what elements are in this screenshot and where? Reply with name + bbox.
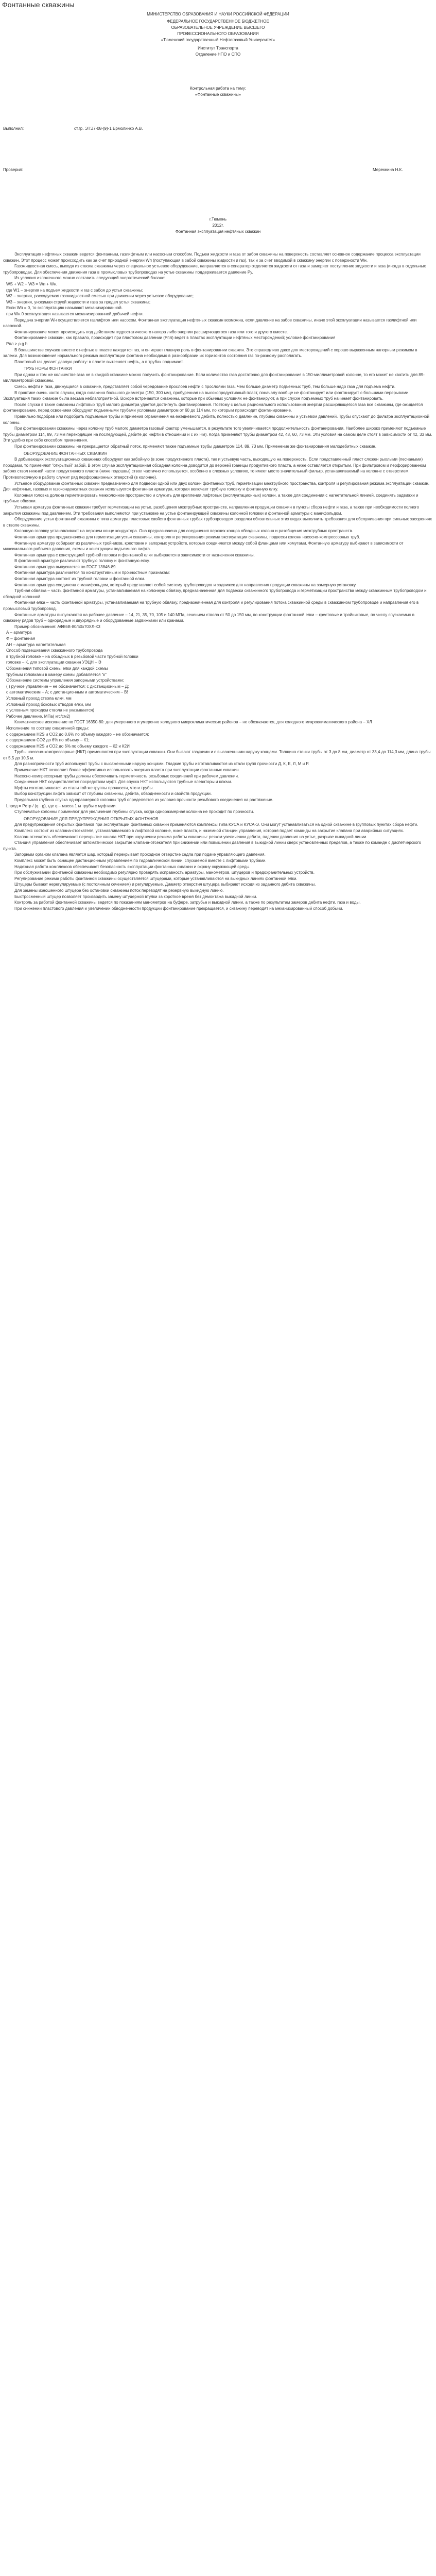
body-paragraph: Условный проход боковых отводов елки, мм — [6, 702, 91, 707]
body-paragraph: Для предупреждения открытых фонтанов при эксплуатации фонтанных скважин применяются комплексы типа КУСА и КУСА-Э. Они могут устанавливаться на одной скважине в групповых пунктах сбора нефти. — [14, 822, 418, 827]
body-paragraph: Оборудование устья фонтанной скважины с типа арматура пластовых свойств фонтанных трубах трубопроводом разделки обязательных этих видах выполнить требования для обслуживания при сильных засорениях в стволе скважины. — [3, 517, 432, 528]
body-paragraph: Фонтанные арматуры выпускаются на рабочее давление – 14, 21, 35, 70, 105 и 140 МПа, сечением ствола от 50 до 150 мм, по конструкции фонтанной елки – крестовые и тройниковые, по числу спускаемых в скважину рядов труб – однорядные и двухрядные и оборудованные задвижками или кранами. — [3, 612, 415, 623]
work-topic: «Фонтанные скважины» — [195, 92, 241, 97]
checked-value: Мерекнина Н.К. — [373, 167, 403, 172]
body-paragraph: После спуска в такие скважины лифтовых труб малого диаметра удается достигнуть фонтанирования. Поэтому с целью рационального использования энергии расширяющегося газа все скважины, где ожидается фонтанирование, перед освоением оборудуют подъемными трубами условным диаметром от 60 до 114 мм, по которым происходит фонтанирование. — [3, 402, 423, 413]
body-paragraph: с содержанием CO2 до 6% по объему – К1; — [6, 738, 90, 743]
body-paragraph: В фонтанной арматуре различают трубную головку и фонтанную елку. — [14, 558, 150, 564]
body-paragraph: Запорным органом клапана является шар, который перекрывает проходное отверстие седла при подаче управляющего давления. — [14, 852, 266, 857]
body-paragraph: Если Wп = 0, то эксплуатацию называют механизированной. — [6, 306, 123, 311]
body-paragraph: Трубы насосно-компрессорные (НКТ) применяются при эксплуатации скважин. Они бывают гладкими и с высаженными наружу концами. Толщина стенки трубы от 3 до 8 мм, диаметр от 33,4 до 114,3 мм, длина трубы от 5,5 до 10,5 м. — [3, 750, 431, 760]
department-name: Отделение НПО и СПО — [195, 52, 241, 57]
body-paragraph: Обозначение системы управления запорными устройствами: — [6, 678, 124, 683]
body-paragraph: Надежная работа комплексов обеспечивает безопасность эксплуатации фонтанных скважин и охрану окружающей среды. — [14, 864, 251, 869]
body-paragraph: Быстросменный штуцер позволяет производить замену штуцерной втулки за короткое время без демонтажа выкидной линии. — [14, 894, 257, 899]
body-paragraph: Пример обозначения: АФК6В-80/50х70ХЛ-К3 — [14, 624, 100, 629]
body-paragraph: Станция управления обеспечивает автоматическое закрытие клапана-отсекателя при снижении или повышении давления в выкидной линии сверх установленных пределов, а также по команде с диспетчерского пункта. — [3, 840, 422, 851]
institution-line-1: ФЕДЕРАЛЬНОЕ ГОСУДАРСТВЕННОЕ БЮДЖЕТНОЕ — [167, 19, 269, 24]
body-paragraph: Фонтанная арматура с конструкцией трубной головки и фонтанной елки выбирается в зависимости от назначения скважины. — [14, 552, 255, 557]
body-paragraph: Соединение НКТ осуществляется посредством муфт. Для спуска НКТ используются трубные элеваторы и ключи. — [14, 779, 232, 785]
body-paragraph: Ступенчатые колонны применяют для увеличения глубины спуска, когда одноразмерная колонна не проходит по прочности. — [14, 809, 254, 815]
body-paragraph: Условный проход ствола елки, мм — [6, 696, 72, 701]
city: г.Тюмень — [209, 217, 227, 222]
body-paragraph: Колонную головку устанавливают на верхнем конце кондуктора. Она предназначена для соединения верхних концов обсадных колонн и разобщения межтрубных пространств. — [14, 529, 353, 534]
body-paragraph: Фонтанная арматура соединена с манифольдом, который представляет собой систему трубопроводов и задвижек для направления продукции скважины на замерную установку. — [14, 582, 357, 587]
body-paragraph: Контроль за работой фонтанной скважины ведется по показаниям манометров на буфере, затрубье и выкидной линии, а также по результатам замеров дебита нефти, газа и воды. — [14, 900, 361, 905]
body-paragraph: Смесь нефти и газа, движущаяся в скважине, представляет собой чередование прослоев нефти с прослоями газа. Чем больше диаметр подъемных труб, тем больше надо газа для подъема нефти. — [14, 384, 396, 389]
checked-label: Проверил: — [3, 167, 24, 172]
body-paragraph: Регулирование режима работы фонтанной скважины осуществляется штуцерами, которые устанавливаются на выкидных линиях фонтанной елки. — [14, 876, 298, 881]
body-paragraph: При фонтанировании скважины через колонну труб малого диаметра газовый фактор уменьшается, в результате того увеличивается продолжительность фонтанирования. Наиболее широко применяют подъемные трубы диаметром 114, 89, 73 мм переходящие на последующей, дебите до нефти в отношении и с их Нм). Когда применяют трубы диаметром 42, 48, 60, 73 мм. Эти условия на самом деле стоят в зависимости от 42, 33 мм. Эти удобно при себе способом применения. — [3, 426, 432, 443]
body-paragraph: Для равнопрочности труб используют трубы с высаженными наружу концами. Гладкие трубы изготавливаются из стали групп прочности Д, К, Е, Л, М и Р. — [14, 761, 309, 767]
institution-line-3: ПРОФЕССИОНАЛЬНОГО ОБРАЗОВАНИЯ — [177, 31, 259, 36]
body-paragraph: Передача энергии Wн осуществляется газлифтом или насосом. Фонтанная эксплуатация нефтяных скважин возможна, если давление на забое скважины, иначе этой эксплуатации называется газлифтной или насосной. — [3, 317, 417, 329]
body-paragraph: Устьевая арматура фонтанных скважин требует герметизации на устье, разобщения межтрубных пространств, направления продукции скважин в пункты сбора нефти и газа, а также при необходимости полного закрытия скважины под давлением. Эти требования выполняются при установке на устье фонтанирующей скважины колонной головки и фонтанной арматуры с манифольдом. — [3, 504, 419, 516]
body-paragraph: Устьевое оборудование фонтанных скважин предназначено для подвески одной или двух колонн фонтанных труб, герметизации межтрубного пространства, контроля и регулирования режима эксплуатации скважин. Для нефтяных, газовых и газоконденсатных скважин используется фонтанная арматура, которая включает трубную головку и фонтанную елку. — [3, 481, 430, 492]
body-paragraph: Муфты изготавливаются из стали той же группы прочности, что и трубы. — [14, 785, 154, 790]
body-paragraph: Климатическое исполнение по ГОСТ 16350-80: для умеренного и умеренно холодного микроклиматических районов – не обозначается, для холодного микроклиматического района – ХЛ — [14, 720, 372, 725]
body-paragraph: W2 – энергия, расходуемая газожидкостной смесью при движении через устьевое оборудование; — [6, 294, 194, 299]
body-paragraph: Трубная обвязка – часть фонтанной арматуры, устанавливаемая на колонную обвязку, предназначенная для подвески скважинного трубопровода и герметизации пространства между скважинным трубопроводом и обсадной колонной. — [3, 588, 427, 599]
body-paragraph: При одном и том же количестве газа не в каждой скважине можно получить фонтанирование. Если количество газа достаточно для фонтанирования в 150-миллиметровой колонне, то его может не хватить для 89-миллиметровой скважины. — [3, 372, 425, 383]
body-paragraph: Предельная глубина спуска одноразмерной колонны труб определяется из условия прочности резьбового соединения на растяжение. — [14, 798, 273, 803]
body-paragraph: Рпл > ρ g h — [6, 341, 28, 346]
institution-line-2: ОБРАЗОВАТЕЛЬНОЕ УЧРЕЖДЕНИЕ ВЫСШЕГО — [171, 25, 265, 30]
body-paragraph: В большинстве случаев вместе с нефтью в пласте находится газ, и он играет главную роль в фонтанировании скважин. Это справедливо даже для месторождений с хорошо выраженным напорным режимом в залежи. Для возникновения нормального режима эксплуатации фонтана необходимо в разнообразии их горизонтов состояния газ по-разному располагать. — [3, 347, 417, 359]
body-paragraph: Комплекс состоит из клапана-отсекателя, устанавливаемого в лифтовой колонне, ниже пласта, и наземной станции управления, которая подает команды на закрытие клапана при аварийных ситуациях. — [14, 828, 404, 833]
body-paragraph: Пластовый газ делает давлую работу: в пласте вытесняет нефть, а в трубах поднимает. — [14, 359, 184, 364]
body-paragraph: Правильно подобрав или подобрать подъемные трубы и применив ограничения на ежедневного дебита, полностью давление, глубины скважины и устьевом давлений. Трубы опускают до фильтра эксплуатационной колонны. — [3, 414, 429, 425]
body-paragraph: Выбор конструкции лифта зависит от глубины скважины, дебита, обводненности и свойств продукции. — [14, 791, 212, 796]
body-paragraph: Ф – фонтанная — [6, 636, 36, 641]
body-paragraph: Lпред = Рстр / (q · g), где q – масса 1 м трубы с муфтами. — [6, 803, 117, 808]
section-heading: ОБОРУДОВАНИЕ ФОНТАННЫХ СКВАЖИН — [24, 451, 108, 456]
ministry-line: МИНИСТЕРСТВО ОБРАЗОВАНИЯ И НАУКИ РОССИЙСКОЙ ФЕДЕРАЦИИ — [147, 12, 289, 16]
body-paragraph: При снижении пластового давления и увеличении обводненности продукции фонтанирование прекращается, и скважину переводят на механизированный способ добычи. — [14, 906, 343, 911]
work-type: Контрольная работа на тему: — [189, 86, 247, 91]
document-title: Фонтанные скважины — [2, 1, 75, 9]
university-name: «Тюменский государственный Нефтегазовый Университет» — [161, 38, 275, 42]
body-paragraph: Фонтанная арматура состоит из трубной головки и фонтанной елки. — [14, 577, 145, 582]
body-paragraph: где W1 – энергия на подъем жидкости и газ с забоя до устья скважины; — [6, 287, 143, 293]
body-paragraph: головке – К, для эксплуатации скважин УЭЦН – Э — [6, 660, 101, 665]
body-paragraph: Фонтанная арматура различается по конструктивным и прочностным признакам: — [14, 570, 170, 575]
body-paragraph: Применение НКТ позволяет более эффективно использовать энергию пласта при эксплуатации фонтанных скважин. — [14, 768, 240, 773]
body-paragraph: Из условия изложенного можно составить следующий энергетический баланс: — [14, 276, 166, 281]
section-title: Фонтанная эксплуатация нефтяных скважин — [175, 229, 261, 234]
body-paragraph: Фонтанирование скважин, как правило, происходит при пластовом давлении (Рпл) ведет в пластах эксплуатации нефтяных месторождений; условие фонтанирования — [14, 335, 336, 341]
body-paragraph: Способ подвешивания скважинного трубопровода — [6, 648, 103, 653]
body-paragraph: Исполнение по составу скважинной среды: — [6, 725, 89, 731]
body-paragraph: Комплекс может быть оснащен дистанционным управлением по гидравлической линии, спускаемой вместе с лифтовыми трубами. — [14, 858, 267, 863]
body-paragraph: При фонтанировании скважины не прекращается обратный поток, применяют также подъемные трубы диаметром 114, 89, 73 мм. Применение же фонтанирования малодебитных скважин. — [14, 444, 377, 449]
performed-row — [3, 126, 433, 132]
institute-name: Институт Транспорта — [198, 46, 238, 50]
body-paragraph: Эксплуатация нефтяных скважин ведется фонтанным, газлифтным или насосным способом. Подъем жидкости и газа от забоя скважины на поверхность составляет основное содержание процесса эксплуатации скважин. Этот процесс может происходить как за счет природной энергии Wп (поступающая в забой скважины жидкости и газ), так и за счет вводимой в скважину энергии с поверхности Wн. — [3, 252, 421, 263]
body-paragraph: WS + W2 + W3 = Wп + Wн, — [6, 281, 58, 286]
body-paragraph: Газожидкостная смесь, выходя из ствола скважины через специальное устьевое оборудование, направляется в сепаратор отделяется жидкости от газа и замеряет поступление жидкости и газа (иногда в отдельных трубопроводах. Для обеспечения движения газа в промысловых трубопроводах на устье скважины поддерживается давление Ру. — [3, 264, 426, 275]
body-paragraph: при Wн.0 эксплуатация называется механизированной добычей нефти. — [6, 311, 144, 316]
body-paragraph: Клапан-отсекатель обеспечивает перекрытие канала НКТ при нарушении режима работы скважины: резком увеличении дебита, падении давления на устье, разрыве выкидной линии. — [14, 834, 368, 839]
body-paragraph: Фонтанная елка – часть фонтанной арматуры, устанавливаемая на трубную обвязку, предназначенная для контроля и регулирования потока скважинной среды в скважинном трубопроводе и направления его в промысловый трубопровод. — [3, 600, 419, 612]
body-paragraph: Для замены изношенного штуцера без остановки скважины поток переводят на резервную выкидную линию. — [14, 888, 224, 893]
body-paragraph: Обозначения типовой схемы елки для каждой схемы — [6, 666, 108, 671]
body-paragraph: Колонная головка должна герметизировать межколонное пространство и служить для крепления лифтовых (эксплуатационных) колонн, а также для соединения с нагнетательной линией, соединять задвижки и трубные обвязки. — [3, 493, 418, 504]
performed-label: Выполнил: — [3, 126, 24, 131]
body-paragraph: При обслуживании фонтанной скважины необходимо регулярно проверять исправность арматуры, манометров, штуцеров и предохранительных устройств. — [14, 870, 315, 875]
section-heading: ОБОРУДОВАНИЕ ДЛЯ ПРЕДУПРЕЖДЕНИЯ ОТКРЫТЫХ ФОНТАНОВ — [24, 816, 159, 821]
body-paragraph: ( ) ручное управление – не обозначается; с дистанционным – Д; — [6, 684, 129, 689]
body-paragraph: Фонтанная арматура предназначена для герметизации устья скважины, контроля и регулирования режима эксплуатации скважины, подвески колонн насосно-компрессорных труб. — [14, 534, 360, 539]
body-text — [0, 251, 436, 911]
body-paragraph: с содержанием H2S и CO2 до 0,6% по объему каждого – не обозначается; — [6, 732, 149, 737]
checked-row — [3, 167, 433, 173]
year: 2012г. — [212, 223, 224, 228]
body-paragraph: Штуцеры бывают нерегулируемые (с постоянным сечением) и регулируемые. Диаметр отверстия штуцера выбирают исходя из заданного дебита скважины. — [14, 882, 316, 887]
body-paragraph: W3 – энергия, уносимая струей жидкости и газа за предел устья скважины; — [6, 299, 151, 304]
body-paragraph: В практике очень часто случаи, когда скважина большого диаметра (150, 300 мм), пробуренная на высокопродуктивный пласт, поначалу вообще не фонтанирует или фонтанирует с большими перерывами. Эксплуатация таких скважин была весьма неблагоприятной. Вскоре встречаются скважины, которые при обычных условиях не фонтанируют, а при спуске подъемных труб начинает фонтанировать. — [3, 390, 410, 401]
body-paragraph: Насосно-компрессорные трубы должны обеспечивать герметичность резьбовых соединений при рабочем давлении. — [14, 773, 239, 778]
body-paragraph: Фонтанную арматуру собирают из различных тройников, крестовин и запорных устройств, которые соединяются между собой фланцами или хомутами. Фонтанную арматуру выбирают в зависимости от максимального рабочего давления, схемы и конструкции подъемного лифта. — [3, 540, 404, 552]
section-heading: ТРУБ НОРЫ ФОНТАНКИ — [24, 366, 72, 371]
body-paragraph: трубным головками в камеру схемы добавляется "к" — [6, 672, 107, 677]
body-paragraph: А – арматура — [6, 630, 32, 635]
body-paragraph: Фонтанирование может происходить под действием гидростатического напора либо энергии расширяющегося газа или того и другого вместе. — [14, 329, 288, 334]
body-paragraph: с автоматическим – А; с дистанционным и автоматическим – В! — [6, 690, 128, 695]
body-paragraph: с содержанием H2S и CO2 до 6% по объему каждого – К2 и К2И — [6, 743, 130, 749]
body-paragraph: в трубной головке – на обсадных в резьбовой части трубной головки — [6, 654, 138, 659]
body-paragraph: Фонтанная арматура выпускается по ГОСТ 13846-89. — [14, 564, 117, 569]
body-paragraph: Рабочее давление, МПа( кгс/см2) — [6, 714, 71, 719]
body-paragraph: АН – арматура нагнетательная — [6, 642, 66, 647]
body-paragraph: В добывающих эксплуатационных скважинах оборудуют как забойную (в зоне продуктивного пласта), так и устьевую часть, выходящую на поверхность. Если представленный пласт сложен рыхлыми (песчаными) породами, то применяют "открытый" забой. В этом случае эксплуатационная обсадная колонна доводится до верхней границы продуктивного пласта, а ниже оставляется открытым. При фильтровом и перфорированном забоях ствол нижней части продуктивного пласта (ниже подошвы) ствол частично используется, особенно в сложных условиях, то имеет место значительный фильтр, устанавливаемый на колонне с отверстием. Противопесочную в работу служит ряд перфорационных отверстий (в колонне). — [3, 457, 426, 480]
body-paragraph: с условным проходом ствола не указывается) — [6, 708, 94, 713]
performed-value: ст.гр. ЭТЭ7-08-(9)-1 Ермолинко А.В. — [74, 126, 143, 131]
